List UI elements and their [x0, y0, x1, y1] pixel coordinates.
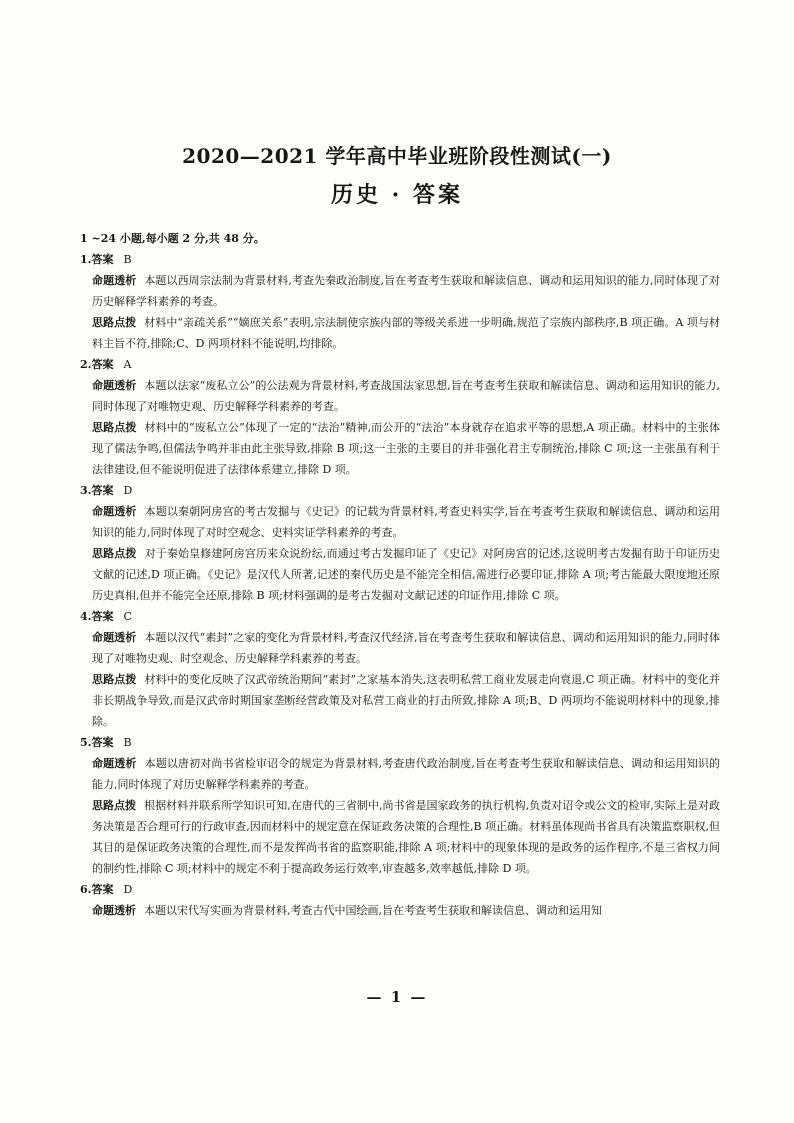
- analysis-text: 本题以宋代写实画为背景材料,考查古代中国绘画,旨在考查考生获取和解读信息、调动和运用知: [144, 904, 602, 917]
- tips-label: 思路点拨: [92, 673, 137, 686]
- analysis-label: 命题透析: [92, 757, 137, 770]
- tips-block: [80, 543, 720, 606]
- analysis-block: [80, 753, 720, 795]
- answer-choice: D: [123, 883, 133, 896]
- tips-block: [80, 417, 720, 480]
- page-subtitle: 历史 · 答案: [331, 182, 463, 208]
- analysis-block: [80, 270, 720, 312]
- answer-line: [80, 732, 720, 753]
- tips-block: [80, 312, 720, 354]
- analysis-label: 命题透析: [92, 274, 137, 287]
- question-number: 2.: [80, 358, 92, 371]
- tips-text: 对于秦始皇修建阿房宫历来众说纷纭,而通过考古发掘印证了《史记》对阿房宫的记述,这说明考古发掘有助于印证历史文献的记述,D 项正确。《史记》是汉代人所著,记述的秦代历史是不能完全相信,需进行必要印证,排除 A 项;考古能最大限度地还原历史真相,但并不能完全还原,排除 B 项;材料强调的是考古发掘对文献记述的印证作用,排除 C 项。: [92, 547, 720, 602]
- answer-choice: A: [123, 358, 132, 371]
- analysis-text: 本题以汉代“素封”之家的变化为背景材料,考查汉代经济,旨在考查考生获取和解读信息、调动和运用知识的能力,同时体现了对唯物史观、时空观念、历史解释学科素养的考查。: [92, 631, 721, 665]
- answer-line: [80, 480, 720, 501]
- tips-label: 思路点拨: [92, 316, 137, 329]
- answer-choice: B: [123, 253, 132, 266]
- question-number: 1.: [80, 253, 92, 266]
- answer-line: [80, 606, 720, 627]
- analysis-text: 本题以西周宗法制为背景材料,考查先秦政治制度,旨在考查考生获取和解读信息、调动和运用知识的能力,同时体现了对历史解释学科素养的考查。: [92, 274, 720, 308]
- answer-choice: B: [123, 736, 132, 749]
- tips-text: 根据材料并联系所学知识可知,在唐代的三省制中,尚书省是国家政务的执行机构,负责对诏令或公文的检审,实际上是对政务决策是否合理可行的行政审查,因而材料中的规定意在保证政务决策的合理性,B 项正确。材料虽体现尚书省具有决策监察职权,但其目的是保证政务决策的合理性,而不是发挥尚书省的监察职能,排除 A 项;材料中的现象体现的是政务的运作程序,不是三省权力间的制约性,排除 C 项;材料中的规定不利于提高政务运行效率,审查越多,效率越低,排除 D 项。: [92, 799, 721, 875]
- analysis-label: 命题透析: [92, 505, 137, 518]
- question-item: [80, 249, 720, 354]
- analysis-text: 本题以法家“废私立公”的公法观为背景材料,考查战国法家思想,旨在考查考生获取和解读信息、调动和运用知识的能力,同时体现了对唯物史观、历史解释学科素养的考查。: [92, 379, 721, 413]
- page-number: — 1 —: [366, 988, 428, 1006]
- question-number: 6.: [80, 883, 92, 896]
- answer-choice: C: [123, 610, 132, 623]
- answer-line: [80, 879, 720, 900]
- answer-choice: D: [123, 484, 133, 497]
- analysis-block: [80, 900, 720, 921]
- tips-text: 材料中的“废私立公”体现了一定的“法治”精神,而公开的“法治”本身就存在追求平等的思想,A 项正确。材料中的主张体现了儒法争鸣,但儒法争鸣并非由此主张导致,排除 B 项;这一主张的主要目的并非强化君主专制统治,排除 C 项;这一主张虽有利于法律建设,但不能说明促进了法律体系建立,排除 D 项。: [92, 421, 721, 476]
- tips-label: 思路点拨: [92, 547, 137, 560]
- answer-content: [80, 228, 720, 921]
- question-item: [80, 480, 720, 606]
- question-item: [80, 606, 720, 732]
- tips-label: 思路点拨: [92, 799, 137, 812]
- analysis-label: 命题透析: [92, 904, 136, 917]
- question-number: 3.: [80, 484, 92, 497]
- question-item: [80, 732, 720, 879]
- page-title: 2020—2021 学年高中毕业班阶段性测试(一): [182, 144, 612, 168]
- analysis-text: 本题以唐初对尚书省检审诏令的规定为背景材料,考查唐代政治制度,旨在考查考生获取和解读信息、调动和运用知识的能力,同时体现了对历史解释学科素养的考查。: [92, 757, 720, 791]
- tips-label: 思路点拨: [92, 421, 137, 434]
- answer-label: 答案: [91, 484, 114, 497]
- tips-text: 材料中“亲疏关系”“嫡庶关系”表明,宗法制使宗族内部的等级关系进一步明确,规范了宗族内部秩序,B 项正确。A 项与材料主旨不符,排除;C、D 两项材料不能说明,均排除。: [92, 316, 720, 350]
- question-number: 5.: [80, 736, 92, 749]
- question-item: [80, 354, 720, 480]
- answer-label: 答案: [91, 883, 114, 896]
- analysis-label: 命题透析: [92, 631, 137, 644]
- answer-label: 答案: [91, 736, 114, 749]
- analysis-block: [80, 627, 720, 669]
- question-item: [80, 879, 720, 921]
- analysis-block: [80, 375, 720, 417]
- question-number: 4.: [80, 610, 92, 623]
- analysis-text: 本题以秦朝阿房宫的考古发掘与《史记》的记载为背景材料,考查史料实学,旨在考查考生获取和解读信息、调动和运用知识的能力,同时体现了对时空观念、史料实证学科素养的考查。: [92, 505, 720, 539]
- tips-block: [80, 795, 720, 879]
- tips-text: 材料中的变化反映了汉武帝统治期间“素封”之家基本消失,这表明私营工商业发展走向衰退,C 项正确。材料中的变化并非长期战争导致,而是汉武帝时期国家垄断经营政策及对私营工商业的打击所致,排除 A 项;B、D 两项均不能说明材料中的现象,排除。: [92, 673, 721, 728]
- answer-label: 答案: [91, 253, 114, 266]
- analysis-label: 命题透析: [92, 379, 137, 392]
- section-intro: 1 ~24 小题,每小题 2 分,共 48 分。: [80, 232, 265, 245]
- answer-label: 答案: [91, 610, 114, 623]
- answer-line: [80, 354, 720, 375]
- answer-line: [80, 249, 720, 270]
- analysis-block: [80, 501, 720, 543]
- tips-block: [80, 669, 720, 732]
- answer-label: 答案: [91, 358, 114, 371]
